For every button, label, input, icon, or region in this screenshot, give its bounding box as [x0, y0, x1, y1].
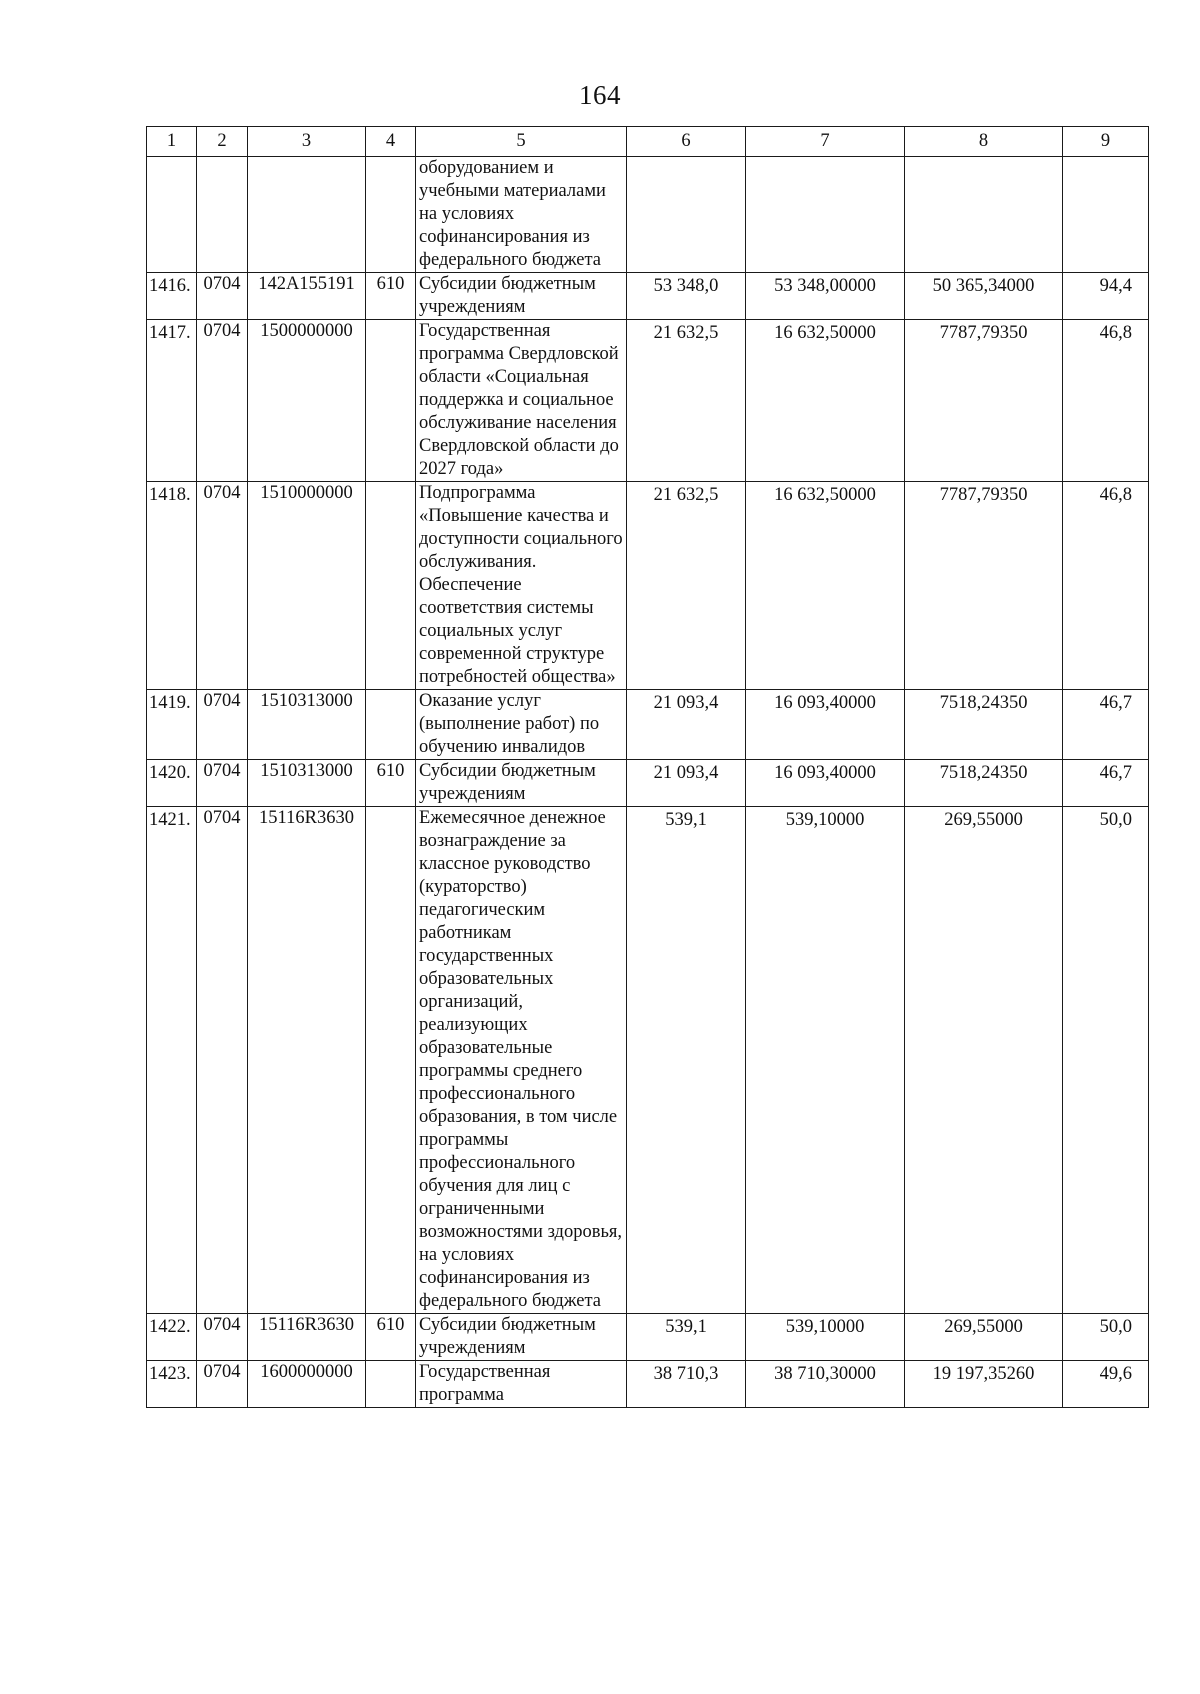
table-row — [147, 157, 1149, 273]
expense-type-cell — [366, 807, 416, 1314]
approved-amount-cell — [627, 157, 746, 273]
plan-amount-cell: 539,10000 — [746, 1314, 905, 1361]
target-article-cell: 1500000000 — [248, 320, 366, 482]
expense-type-cell: 610 — [366, 273, 416, 320]
approved-amount-cell: 539,1 — [627, 807, 746, 1314]
executed-amount-cell — [905, 157, 1063, 273]
header-cell: 3 — [248, 127, 366, 157]
target-article-cell: 1510000000 — [248, 482, 366, 690]
approved-amount-cell: 21 093,4 — [627, 760, 746, 807]
plan-amount-cell: 53 348,00000 — [746, 273, 905, 320]
item-name-cell: Ежемесячное денежное вознаграждение за классное руководство (кураторство) педагогическим работникам государственных образовательных организаций, реализующих образовательные программы среднего профессионального образования, в том числе программы профессионального обучения для лиц с ограниченными возможностями здоровья, на условиях софинансирования из федерального бюджета — [416, 807, 627, 1314]
row-number-cell: 1418. — [147, 482, 197, 690]
plan-amount-cell: 16 093,40000 — [746, 760, 905, 807]
item-name-cell: Субсидии бюджетным учреждениям — [416, 1314, 627, 1361]
row-number-cell: 1420. — [147, 760, 197, 807]
table-row — [147, 1361, 1149, 1408]
percent-cell: 46,7 — [1063, 690, 1149, 760]
percent-cell: 50,0 — [1063, 807, 1149, 1314]
approved-amount-cell: 38 710,3 — [627, 1361, 746, 1408]
budget-table — [146, 126, 1149, 1408]
approved-amount-cell: 21 632,5 — [627, 482, 746, 690]
approved-amount-cell: 21 632,5 — [627, 320, 746, 482]
section-code-cell: 0704 — [197, 482, 248, 690]
section-code-cell: 0704 — [197, 807, 248, 1314]
header-cell: 5 — [416, 127, 627, 157]
page-number: 164 — [579, 80, 621, 110]
item-name-cell: Оказание услуг (выполнение работ) по обучению инвалидов — [416, 690, 627, 760]
percent-cell: 46,8 — [1063, 320, 1149, 482]
section-code-cell: 0704 — [197, 273, 248, 320]
percent-cell: 50,0 — [1063, 1314, 1149, 1361]
row-number-cell: 1417. — [147, 320, 197, 482]
header-cell: 6 — [627, 127, 746, 157]
row-number-cell: 1421. — [147, 807, 197, 1314]
section-code-cell: 0704 — [197, 1361, 248, 1408]
expense-type-cell — [366, 482, 416, 690]
executed-amount-cell: 7787,79350 — [905, 320, 1063, 482]
expense-type-cell: 610 — [366, 1314, 416, 1361]
target-article-cell: 142A155191 — [248, 273, 366, 320]
executed-amount-cell: 269,55000 — [905, 807, 1063, 1314]
target-article-cell: 15116R3630 — [248, 807, 366, 1314]
header-cell: 2 — [197, 127, 248, 157]
table-row — [147, 320, 1149, 482]
target-article-cell: 1600000000 — [248, 1361, 366, 1408]
percent-cell — [1063, 157, 1149, 273]
approved-amount-cell: 21 093,4 — [627, 690, 746, 760]
target-article-cell: 1510313000 — [248, 690, 366, 760]
header-cell: 8 — [905, 127, 1063, 157]
table-row — [147, 690, 1149, 760]
header-cell: 1 — [147, 127, 197, 157]
plan-amount-cell: 16 093,40000 — [746, 690, 905, 760]
executed-amount-cell: 19 197,35260 — [905, 1361, 1063, 1408]
item-name-cell: Государственная программа — [416, 1361, 627, 1408]
row-number-cell: 1416. — [147, 273, 197, 320]
row-number-cell: 1423. — [147, 1361, 197, 1408]
row-number-cell: 1419. — [147, 690, 197, 760]
executed-amount-cell: 7518,24350 — [905, 690, 1063, 760]
executed-amount-cell: 269,55000 — [905, 1314, 1063, 1361]
plan-amount-cell: 38 710,30000 — [746, 1361, 905, 1408]
plan-amount-cell: 539,10000 — [746, 807, 905, 1314]
approved-amount-cell: 539,1 — [627, 1314, 746, 1361]
expense-type-cell — [366, 1361, 416, 1408]
row-number-cell — [147, 157, 197, 273]
executed-amount-cell: 7518,24350 — [905, 760, 1063, 807]
plan-amount-cell: 16 632,50000 — [746, 320, 905, 482]
section-code-cell: 0704 — [197, 320, 248, 482]
table-row — [147, 1314, 1149, 1361]
item-name-cell: Подпрограмма «Повышение качества и доступности социального обслуживания. Обеспечение соответствия системы социальных услуг современной структуре потребностей общества» — [416, 482, 627, 690]
executed-amount-cell: 50 365,34000 — [905, 273, 1063, 320]
header-row — [147, 127, 1149, 157]
header-cell: 7 — [746, 127, 905, 157]
item-name-cell: Субсидии бюджетным учреждениям — [416, 273, 627, 320]
item-name-cell: Субсидии бюджетным учреждениям — [416, 760, 627, 807]
plan-amount-cell: 16 632,50000 — [746, 482, 905, 690]
target-article-cell — [248, 157, 366, 273]
table-row — [147, 807, 1149, 1314]
percent-cell: 49,6 — [1063, 1361, 1149, 1408]
percent-cell: 46,8 — [1063, 482, 1149, 690]
percent-cell: 94,4 — [1063, 273, 1149, 320]
percent-cell: 46,7 — [1063, 760, 1149, 807]
section-code-cell: 0704 — [197, 1314, 248, 1361]
header-cell: 9 — [1063, 127, 1149, 157]
expense-type-cell — [366, 690, 416, 760]
plan-amount-cell — [746, 157, 905, 273]
section-code-cell — [197, 157, 248, 273]
executed-amount-cell: 7787,79350 — [905, 482, 1063, 690]
row-number-cell: 1422. — [147, 1314, 197, 1361]
expense-type-cell: 610 — [366, 760, 416, 807]
expense-type-cell — [366, 157, 416, 273]
table-row — [147, 760, 1149, 807]
table-row — [147, 482, 1149, 690]
header-cell: 4 — [366, 127, 416, 157]
item-name-cell: Государственная программа Свердловской области «Социальная поддержка и социальное обслуживание населения Свердловской области до 2027 года» — [416, 320, 627, 482]
approved-amount-cell: 53 348,0 — [627, 273, 746, 320]
target-article-cell: 1510313000 — [248, 760, 366, 807]
expense-type-cell — [366, 320, 416, 482]
section-code-cell: 0704 — [197, 760, 248, 807]
table-row — [147, 273, 1149, 320]
item-name-cell: оборудованием и учебными материалами на условиях софинансирования из федерального бюджета — [416, 157, 627, 273]
section-code-cell: 0704 — [197, 690, 248, 760]
target-article-cell: 15116R3630 — [248, 1314, 366, 1361]
